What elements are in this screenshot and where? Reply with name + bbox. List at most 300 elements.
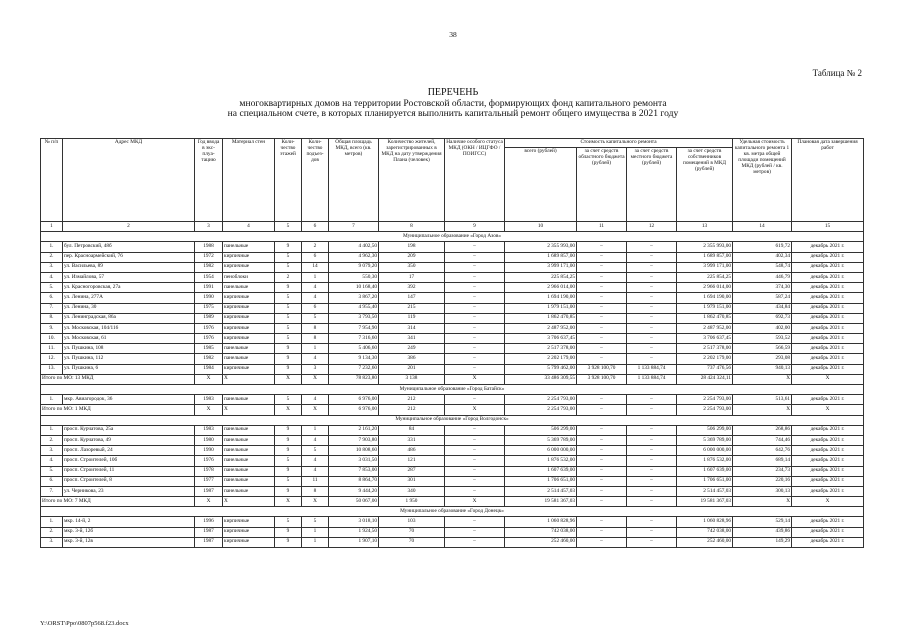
total-cell: 2 254 793,00: [505, 405, 577, 415]
table-cell: 301: [379, 476, 445, 486]
table-row: [41, 395, 864, 405]
table-cell: 209: [379, 252, 445, 262]
column-number: 3: [195, 222, 223, 232]
table-cell: –: [577, 283, 627, 293]
table-cell: –: [445, 283, 505, 293]
table-cell: 5: [302, 446, 329, 456]
total-row: [41, 405, 864, 415]
table-cell: –: [627, 446, 677, 456]
total-cell: 2 254 793,00: [677, 405, 733, 415]
table-cell: декабрь 2021 г.: [792, 476, 864, 486]
total-cell: 19 581 367,03: [677, 497, 733, 507]
table-cell: 9: [275, 425, 302, 435]
table-cell: 1.: [41, 425, 63, 435]
table-cell: –: [627, 272, 677, 282]
table-cell: 1 876 532,00: [505, 456, 577, 466]
table-cell: –: [577, 323, 627, 333]
page-number: 38: [449, 30, 457, 39]
table-cell: –: [577, 303, 627, 313]
table-cell: –: [577, 354, 627, 364]
table-cell: просп. Курчатова, 25а: [63, 425, 195, 435]
table-cell: 744,46: [733, 435, 792, 445]
total-cell: X: [275, 374, 302, 384]
table-row: [41, 425, 864, 435]
table-cell: 2 966 014,00: [677, 283, 733, 293]
table-cell: 225 854,25: [677, 272, 733, 282]
table-cell: 4 955,40: [329, 303, 379, 313]
table-cell: –: [445, 466, 505, 476]
table-cell: 5: [302, 517, 329, 527]
table-row: [41, 323, 864, 333]
table-cell: 1 706 651,00: [505, 476, 577, 486]
table-cell: декабрь 2021 г.: [792, 293, 864, 303]
table-cell: 293,08: [733, 354, 792, 364]
table-cell: 8: [302, 334, 329, 344]
table-cell: 1 060 828,96: [677, 517, 733, 527]
table-cell: –: [445, 517, 505, 527]
table-cell: панельные: [223, 242, 275, 252]
table-cell: –: [577, 537, 627, 547]
table-cell: 940,13: [733, 364, 792, 374]
table-cell: 9: [275, 283, 302, 293]
table-cell: 2.: [41, 527, 63, 537]
table-cell: ул. Московская, 61: [63, 334, 195, 344]
total-cell: X: [792, 497, 864, 507]
table-cell: 4: [302, 435, 329, 445]
table-cell: 252 460,00: [505, 537, 577, 547]
total-cell: 33 486 309,55: [505, 374, 577, 384]
table-cell: –: [577, 446, 627, 456]
table-cell: 5: [275, 252, 302, 262]
table-cell: 2 517 378,00: [505, 344, 577, 354]
table-cell: 5: [275, 395, 302, 405]
table-cell: мкр. 3-й, 12б: [63, 527, 195, 537]
header-regional: за счет средств областного бюджета (рублей): [577, 148, 627, 222]
table-cell: 314: [379, 323, 445, 333]
table-cell: –: [577, 486, 627, 496]
table-row: [41, 252, 864, 262]
table-cell: 9: [275, 527, 302, 537]
table-cell: ул. Ленина, 277А: [63, 293, 195, 303]
header-area: Общая площадь МКД, всего (кв. метров): [329, 139, 379, 222]
table-cell: панельные: [223, 435, 275, 445]
table-cell: –: [577, 425, 627, 435]
table-cell: 1.: [41, 242, 63, 252]
table-cell: 1 694 190,00: [505, 293, 577, 303]
table-cell: кирпичные: [223, 517, 275, 527]
table-row: [41, 476, 864, 486]
table-cell: –: [627, 527, 677, 537]
table-cell: 1982: [195, 262, 223, 272]
table-cell: –: [577, 272, 627, 282]
table-cell: 5: [302, 313, 329, 323]
table-cell: 7.: [41, 486, 63, 496]
table-cell: –: [577, 476, 627, 486]
table-cell: 1954: [195, 272, 223, 282]
table-cell: декабрь 2021 г.: [792, 354, 864, 364]
table-cell: 1980: [195, 435, 223, 445]
table-cell: 70: [379, 527, 445, 537]
table-cell: 8: [302, 323, 329, 333]
table-cell: 3 031,50: [329, 456, 379, 466]
table-cell: 8.: [41, 313, 63, 323]
header-address: Адрес МКД: [63, 139, 195, 222]
table-cell: 529,14: [733, 517, 792, 527]
table-cell: –: [577, 262, 627, 272]
table-cell: 2: [302, 242, 329, 252]
table-cell: –: [627, 517, 677, 527]
table-cell: 4.: [41, 272, 63, 282]
table-cell: 11: [302, 476, 329, 486]
table-cell: –: [577, 334, 627, 344]
table-cell: просп. Строителей, 11: [63, 466, 195, 476]
table-cell: декабрь 2021 г.: [792, 486, 864, 496]
section-title-row: [41, 232, 864, 242]
table-cell: 1 694 190,00: [677, 293, 733, 303]
total-cell: 19 581 367,03: [505, 497, 577, 507]
total-label: Итого по МО: 13 МКД: [41, 374, 195, 384]
table-row: [41, 537, 864, 547]
table-cell: 212: [379, 395, 445, 405]
table-cell: панельные: [223, 446, 275, 456]
title-line-3: на специальном счете, в которых планируется выполнить капитальный ремонт общего имущества в 2021 году: [227, 108, 679, 119]
table-cell: –: [627, 537, 677, 547]
table-cell: 9: [275, 486, 302, 496]
table-cell: 9: [275, 466, 302, 476]
total-cell: 1 950: [379, 497, 445, 507]
total-cell: –: [577, 405, 627, 415]
table-row: [41, 456, 864, 466]
table-cell: 1987: [195, 527, 223, 537]
table-cell: ул. Ленина, 30: [63, 303, 195, 313]
table-cell: –: [577, 527, 627, 537]
column-number: 9: [445, 222, 505, 232]
table-cell: 84: [379, 425, 445, 435]
table-cell: 1972: [195, 252, 223, 262]
header-local: за счет средств местного бюджета (рублей): [627, 148, 677, 222]
table-cell: 548,74: [733, 262, 792, 272]
table-cell: кирпичные: [223, 252, 275, 262]
column-number: 4: [223, 222, 275, 232]
table-cell: панельные: [223, 283, 275, 293]
table-body: [41, 222, 864, 548]
total-cell: 3 928 100,70: [577, 374, 627, 384]
table-cell: декабрь 2021 г.: [792, 537, 864, 547]
table-cell: декабрь 2021 г.: [792, 262, 864, 272]
table-cell: 3 706 637,45: [505, 334, 577, 344]
table-cell: 4 962,30: [329, 252, 379, 262]
table-cell: декабрь 2021 г.: [792, 252, 864, 262]
table-cell: 692,73: [733, 313, 792, 323]
table-cell: 9: [275, 537, 302, 547]
header-owners: за счет средств собственников помещений в МКД (рублей): [677, 148, 733, 222]
table-cell: –: [627, 303, 677, 313]
title-line-2: многоквартирных домов на территории Ростовской области, формирующих фонд капитального ремонта: [239, 97, 667, 109]
table-cell: 1 876 532,00: [677, 456, 733, 466]
table-row: [41, 293, 864, 303]
table-cell: –: [445, 293, 505, 303]
table-cell: 1 607 639,00: [677, 466, 733, 476]
table-cell: –: [445, 272, 505, 282]
table-cell: 3 999 171,00: [677, 262, 733, 272]
section-title-row: [41, 507, 864, 517]
table-cell: 742 038,00: [505, 527, 577, 537]
header-deadline: Плановая дата завершения работ: [792, 139, 864, 222]
table-cell: декабрь 2021 г.: [792, 527, 864, 537]
table-cell: 4: [302, 395, 329, 405]
table-cell: 513,61: [733, 395, 792, 405]
total-cell: 3 138: [379, 374, 445, 384]
table-cell: 7 316,60: [329, 334, 379, 344]
table-cell: 1996: [195, 517, 223, 527]
total-cell: 1 133 884,74: [627, 374, 677, 384]
table-cell: 1 979 151,00: [505, 303, 577, 313]
total-cell: 212: [379, 405, 445, 415]
document-title: [0, 88, 906, 120]
table-cell: –: [627, 334, 677, 344]
table-cell: –: [577, 344, 627, 354]
table-cell: 9 079,20: [329, 262, 379, 272]
table-cell: панельные: [223, 456, 275, 466]
table-cell: 14: [302, 262, 329, 272]
table-cell: декабрь 2021 г.: [792, 303, 864, 313]
table-cell: 201: [379, 364, 445, 374]
table-cell: –: [445, 334, 505, 344]
table-cell: –: [445, 323, 505, 333]
total-cell: X: [792, 405, 864, 415]
table-cell: 121: [379, 456, 445, 466]
table-cell: –: [445, 486, 505, 496]
footer-file-path: Y:\ORST\Ppo\0807p568.f23.docx: [40, 620, 129, 627]
table-cell: 1: [302, 537, 329, 547]
column-number: 11: [577, 222, 627, 232]
table-cell: –: [627, 283, 677, 293]
table-cell: 2 514 457,03: [677, 486, 733, 496]
table-cell: 7 853,00: [329, 466, 379, 476]
table-cell: –: [445, 364, 505, 374]
table-row: [41, 364, 864, 374]
table-cell: 1 689 857,00: [677, 252, 733, 262]
table-cell: 1990: [195, 293, 223, 303]
table-cell: панельные: [223, 344, 275, 354]
table-cell: мкр. 3-й, 12в: [63, 537, 195, 547]
table-cell: ул. Пушкина, 108: [63, 344, 195, 354]
total-cell: X: [223, 497, 275, 507]
table-cell: 5: [275, 262, 302, 272]
table-cell: 4: [302, 456, 329, 466]
table-cell: 392: [379, 283, 445, 293]
table-cell: панельные: [223, 425, 275, 435]
table-cell: 439,86: [733, 527, 792, 537]
table-cell: 6 000 000,00: [505, 446, 577, 456]
table-cell: –: [445, 344, 505, 354]
table-cell: декабрь 2021 г.: [792, 446, 864, 456]
header-unit-cost: Удельная стоимость капитального ремонта 1 кв. метра общей площади помещений МКД (рублей / кв. метров): [733, 139, 792, 222]
total-cell: 6 976,00: [329, 405, 379, 415]
table-cell: 9: [275, 354, 302, 364]
column-number: 13: [677, 222, 733, 232]
table-cell: кирпичные: [223, 334, 275, 344]
table-cell: –: [445, 456, 505, 466]
table-cell: ул. Черникова, 23: [63, 486, 195, 496]
table-cell: 234,73: [733, 466, 792, 476]
total-cell: X: [733, 405, 792, 415]
total-cell: X: [223, 405, 275, 415]
table-row: [41, 242, 864, 252]
header-num: № п/п: [41, 139, 63, 222]
table-cell: 2 202 179,00: [677, 354, 733, 364]
table-cell: 742 038,00: [677, 527, 733, 537]
table-cell: –: [627, 354, 677, 364]
table-cell: 198: [379, 242, 445, 252]
table-cell: 147: [379, 293, 445, 303]
table-cell: 3 928 100,70: [577, 364, 627, 374]
table-cell: –: [445, 435, 505, 445]
table-cell: 11.: [41, 344, 63, 354]
table-cell: 1983: [195, 425, 223, 435]
table-cell: бул. Петровский, 48б: [63, 242, 195, 252]
table-cell: –: [445, 476, 505, 486]
table-cell: 5: [275, 334, 302, 344]
table-cell: 506 299,00: [677, 425, 733, 435]
table-cell: 1 706 651,00: [677, 476, 733, 486]
table-cell: 6.: [41, 476, 63, 486]
table-cell: 1976: [195, 456, 223, 466]
table-cell: 486: [379, 446, 445, 456]
total-cell: X: [445, 374, 505, 384]
table-cell: 1983: [195, 395, 223, 405]
table-cell: ул. Васильева, 89: [63, 262, 195, 272]
table-cell: –: [445, 527, 505, 537]
table-cell: 446,79: [733, 272, 792, 282]
table-cell: ул. Пушкина, 112: [63, 354, 195, 364]
table-cell: декабрь 2021 г.: [792, 344, 864, 354]
table-cell: 374,30: [733, 283, 792, 293]
table-cell: декабрь 2021 г.: [792, 425, 864, 435]
table-cell: 1988: [195, 242, 223, 252]
table-cell: 1 907,10: [329, 537, 379, 547]
table-cell: ул. Красногоровская, 27а: [63, 283, 195, 293]
table-cell: 4: [302, 466, 329, 476]
table-cell: ул. Измайлова, 57: [63, 272, 195, 282]
total-cell: X: [195, 374, 223, 384]
table-cell: просп. Строителей, 8: [63, 476, 195, 486]
table-cell: 402,00: [733, 323, 792, 333]
table-cell: 9 444,20: [329, 486, 379, 496]
header-floors: Коли- чество этажей: [275, 139, 302, 222]
header-residents: Количество жителей, зарегистрированных в МКД на дату утверждения Плана (человек): [379, 139, 445, 222]
table-cell: кирпичные: [223, 262, 275, 272]
table-cell: 1984: [195, 364, 223, 374]
header-entrances: Коли- чество подъез- дов: [302, 139, 329, 222]
total-cell: X: [195, 497, 223, 507]
table-cell: 3.: [41, 537, 63, 547]
table-cell: декабрь 2021 г.: [792, 395, 864, 405]
table-cell: 8: [302, 486, 329, 496]
table-cell: 3.: [41, 262, 63, 272]
table-cell: 4: [302, 293, 329, 303]
table-cell: 5: [275, 476, 302, 486]
table-cell: 5.: [41, 466, 63, 476]
table-cell: 225 854,25: [505, 272, 577, 282]
table-cell: –: [577, 242, 627, 252]
table-cell: 3 867,20: [329, 293, 379, 303]
column-number: 10: [505, 222, 577, 232]
table-cell: кирпичные: [223, 364, 275, 374]
table-cell: 1 862 470,85: [505, 313, 577, 323]
table-cell: 2 355 993,00: [505, 242, 577, 252]
table-cell: 4.: [41, 456, 63, 466]
table-cell: –: [445, 446, 505, 456]
table-cell: кирпичные: [223, 537, 275, 547]
table-row: [41, 486, 864, 496]
table-cell: 1 689 857,00: [505, 252, 577, 262]
table-cell: 252 460,00: [677, 537, 733, 547]
table-cell: 2 161,20: [329, 425, 379, 435]
table-cell: 70: [379, 537, 445, 547]
column-number: 15: [792, 222, 864, 232]
header-cost-group: Стоимость капитального ремонта: [505, 139, 733, 148]
table-cell: панельные: [223, 354, 275, 364]
table-cell: 3.: [41, 446, 63, 456]
table-cell: просп. Лазоревый, 24: [63, 446, 195, 456]
table-cell: 2 202 179,00: [505, 354, 577, 364]
table-cell: 4: [302, 283, 329, 293]
table-cell: 2 487 952,00: [677, 323, 733, 333]
table-cell: –: [577, 313, 627, 323]
total-row: [41, 374, 864, 384]
table-cell: –: [627, 425, 677, 435]
table-cell: просп. Строителей, 10б: [63, 456, 195, 466]
table-cell: 1: [302, 425, 329, 435]
total-cell: X: [445, 497, 505, 507]
table-cell: –: [627, 344, 677, 354]
table-cell: 12.: [41, 354, 63, 364]
table-row: [41, 303, 864, 313]
table-cell: 1976: [195, 323, 223, 333]
total-cell: 28 424 324,11: [677, 374, 733, 384]
table-cell: 5: [275, 303, 302, 313]
table-cell: –: [445, 252, 505, 262]
table-cell: 103: [379, 517, 445, 527]
table-cell: –: [627, 323, 677, 333]
table-cell: –: [445, 354, 505, 364]
table-row: [41, 354, 864, 364]
total-cell: X: [302, 374, 329, 384]
table-cell: 6: [302, 303, 329, 313]
column-number: 6: [302, 222, 329, 232]
table-cell: кирпичные: [223, 293, 275, 303]
total-cell: –: [577, 497, 627, 507]
table-cell: кирпичные: [223, 527, 275, 537]
header-total: всего (рублей): [505, 148, 577, 222]
table-cell: –: [627, 313, 677, 323]
table-cell: 287: [379, 466, 445, 476]
table-cell: кирпичные: [223, 313, 275, 323]
table-cell: 566,59: [733, 344, 792, 354]
table-cell: 17: [379, 272, 445, 282]
table-cell: –: [445, 303, 505, 313]
table-cell: 1.: [41, 517, 63, 527]
table-cell: 350: [379, 262, 445, 272]
total-row: [41, 497, 864, 507]
municipality-title: Муниципальное образование «Город Волгодонск»: [41, 415, 864, 425]
table-cell: –: [627, 435, 677, 445]
table-cell: 6.: [41, 293, 63, 303]
table-cell: –: [577, 252, 627, 262]
table-cell: 9.: [41, 323, 63, 333]
total-cell: –: [627, 497, 677, 507]
